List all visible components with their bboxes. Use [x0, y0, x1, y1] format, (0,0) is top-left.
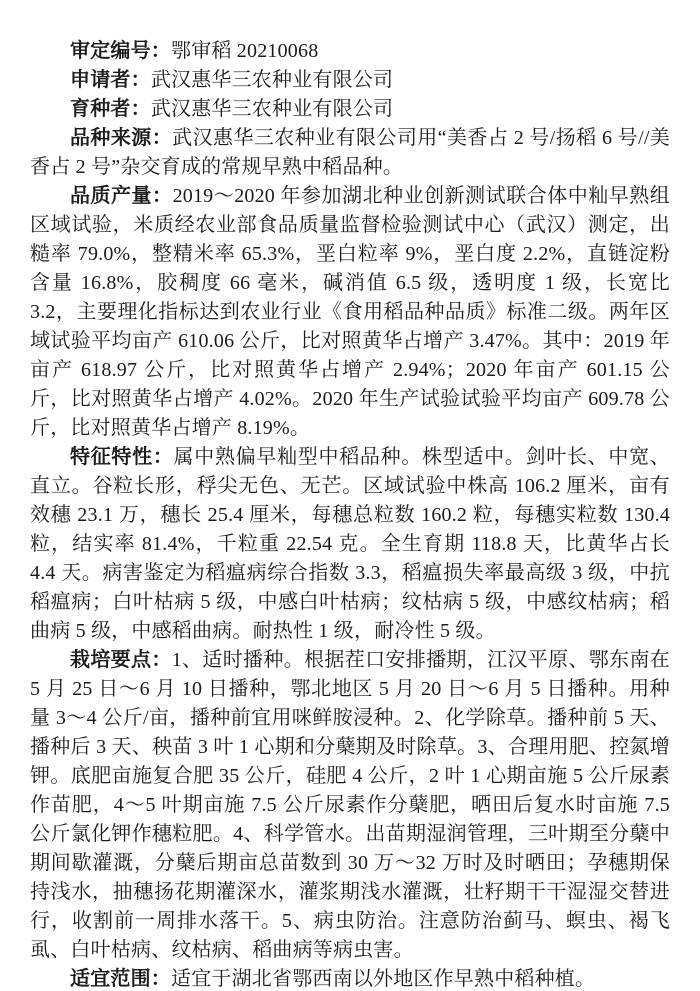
para-variety-source: [30, 124, 670, 182]
field-label-approval-number: 审定编号：: [70, 40, 171, 62]
field-value-applicant: 武汉惠华三农种业有限公司: [150, 69, 394, 91]
field-label-cultivation-points: 栽培要点：: [70, 649, 172, 671]
field-label-variety-source: 品种来源：: [70, 127, 173, 149]
field-value-cultivation-points: 1、适时播种。根据茬口安排播期，江汉平原、鄂东南在 5 月 25 日～6 月 10 日播种，鄂北地区 5 月 20 日～6 月 5 日播种。用种量 3～4 公斤/亩，播种前宜用咪鲜胺浸种。2、化学除草。播种前 5 天、播种后 3 天、秧苗 3 叶 1 心期和分蘖期及时除草。3、合理用肥、控氮增钾。底肥亩施复合肥 35 公斤，硅肥 4 公斤，2 叶 1 心期亩施 5 公斤尿素作苗肥，4～5 叶期亩施 7.5 公斤尿素作分蘖肥，晒田后复水时亩施 7.5 公斤氯化钾作穗粒肥。4、科学管水。出苗期湿润管理，三叶期至分蘖中期间歇灌溉，分蘖后期亩总苗数到 30 万～32 万时及时晒田；孕穗期保持浅水，抽穗扬花期灌深水，灌浆期浅水灌溉，壮籽期干干湿湿交替进行，收割前一周排水落干。5、病虫防治。注意防治蓟马、螟虫、褐飞虱、白叶枯病、纹枯病、稻曲病等病虫害。: [30, 649, 671, 961]
field-label-characteristics: 特征特性：: [70, 446, 174, 468]
para-applicant: [30, 66, 670, 95]
para-suitable-region: [30, 965, 670, 991]
field-value-variety-source: 武汉惠华三农种业有限公司用“美香占 2 号/扬稻 6 号//美香占 2 号”杂交育成的常规早熟中稻品种。: [30, 127, 671, 178]
field-label-suitable-region: 适宜范围：: [70, 968, 171, 990]
field-label-breeder: 育种者：: [70, 98, 151, 120]
para-characteristics: [30, 443, 670, 646]
field-label-applicant: 申请者：: [70, 69, 151, 91]
para-cultivation-points: [30, 646, 670, 965]
field-value-suitable-region: 适宜于湖北省鄂西南以外地区作早熟中稻种植。: [171, 968, 596, 990]
field-value-breeder: 武汉惠华三农种业有限公司: [150, 98, 394, 120]
field-value-quality-yield: 2019～2020 年参加湖北种业创新测试联合体中籼早熟组区域试验，米质经农业部食品质量监督检验测试中心（武汉）测定，出糙率 79.0%，整精米率 65.3%，垩白粒率 9%，垩白度 2.2%，直链淀粉含量 16.8%，胶稠度 66 毫米，碱消值 6.5 级，透明度 1 级，长宽比 3.2，主要理化指标达到农业行业《食用稻品种品质》标准二级。两年区域试验平均亩产 610.06 公斤，比对照黄华占增产 3.47%。其中：2019 年亩产 618.97 公斤，比对照黄华占增产 2.94%；2020 年亩产 601.15 公斤，比对照黄华占增产 4.02%。2020 年生产试验试验平均亩产 609.78 公斤，比对照黄华占增产 8.19%。: [30, 185, 670, 439]
para-quality-yield: [30, 182, 670, 443]
para-approval-number: [30, 37, 670, 66]
field-value-characteristics: 属中熟偏早籼型中稻品种。株型适中。剑叶长、中宽、直立。谷粒长形，稃尖无色、无芒。区域试验中株高 106.2 厘米，亩有效穗 23.1 万，穗长 25.4 厘米，每穗总粒数 160.2 粒，每穗实粒数 130.4 粒，结实率 81.4%，千粒重 22.54 克。全生育期 118.8 天，比黄华占长 4.4 天。病害鉴定为稻瘟病综合指数 3.3，稻瘟损失率最高级 3 级，中抗稻瘟病；白叶枯病 5 级，中感白叶枯病；纹枯病 5 级，中感纹枯病；稻曲病 5 级，中感稻曲病。耐热性 1 级，耐冷性 5 级。: [30, 446, 671, 642]
para-breeder: [30, 95, 670, 124]
field-value-approval-number: 鄂审稻 20210068: [171, 40, 319, 62]
field-label-quality-yield: 品质产量：: [70, 185, 173, 207]
